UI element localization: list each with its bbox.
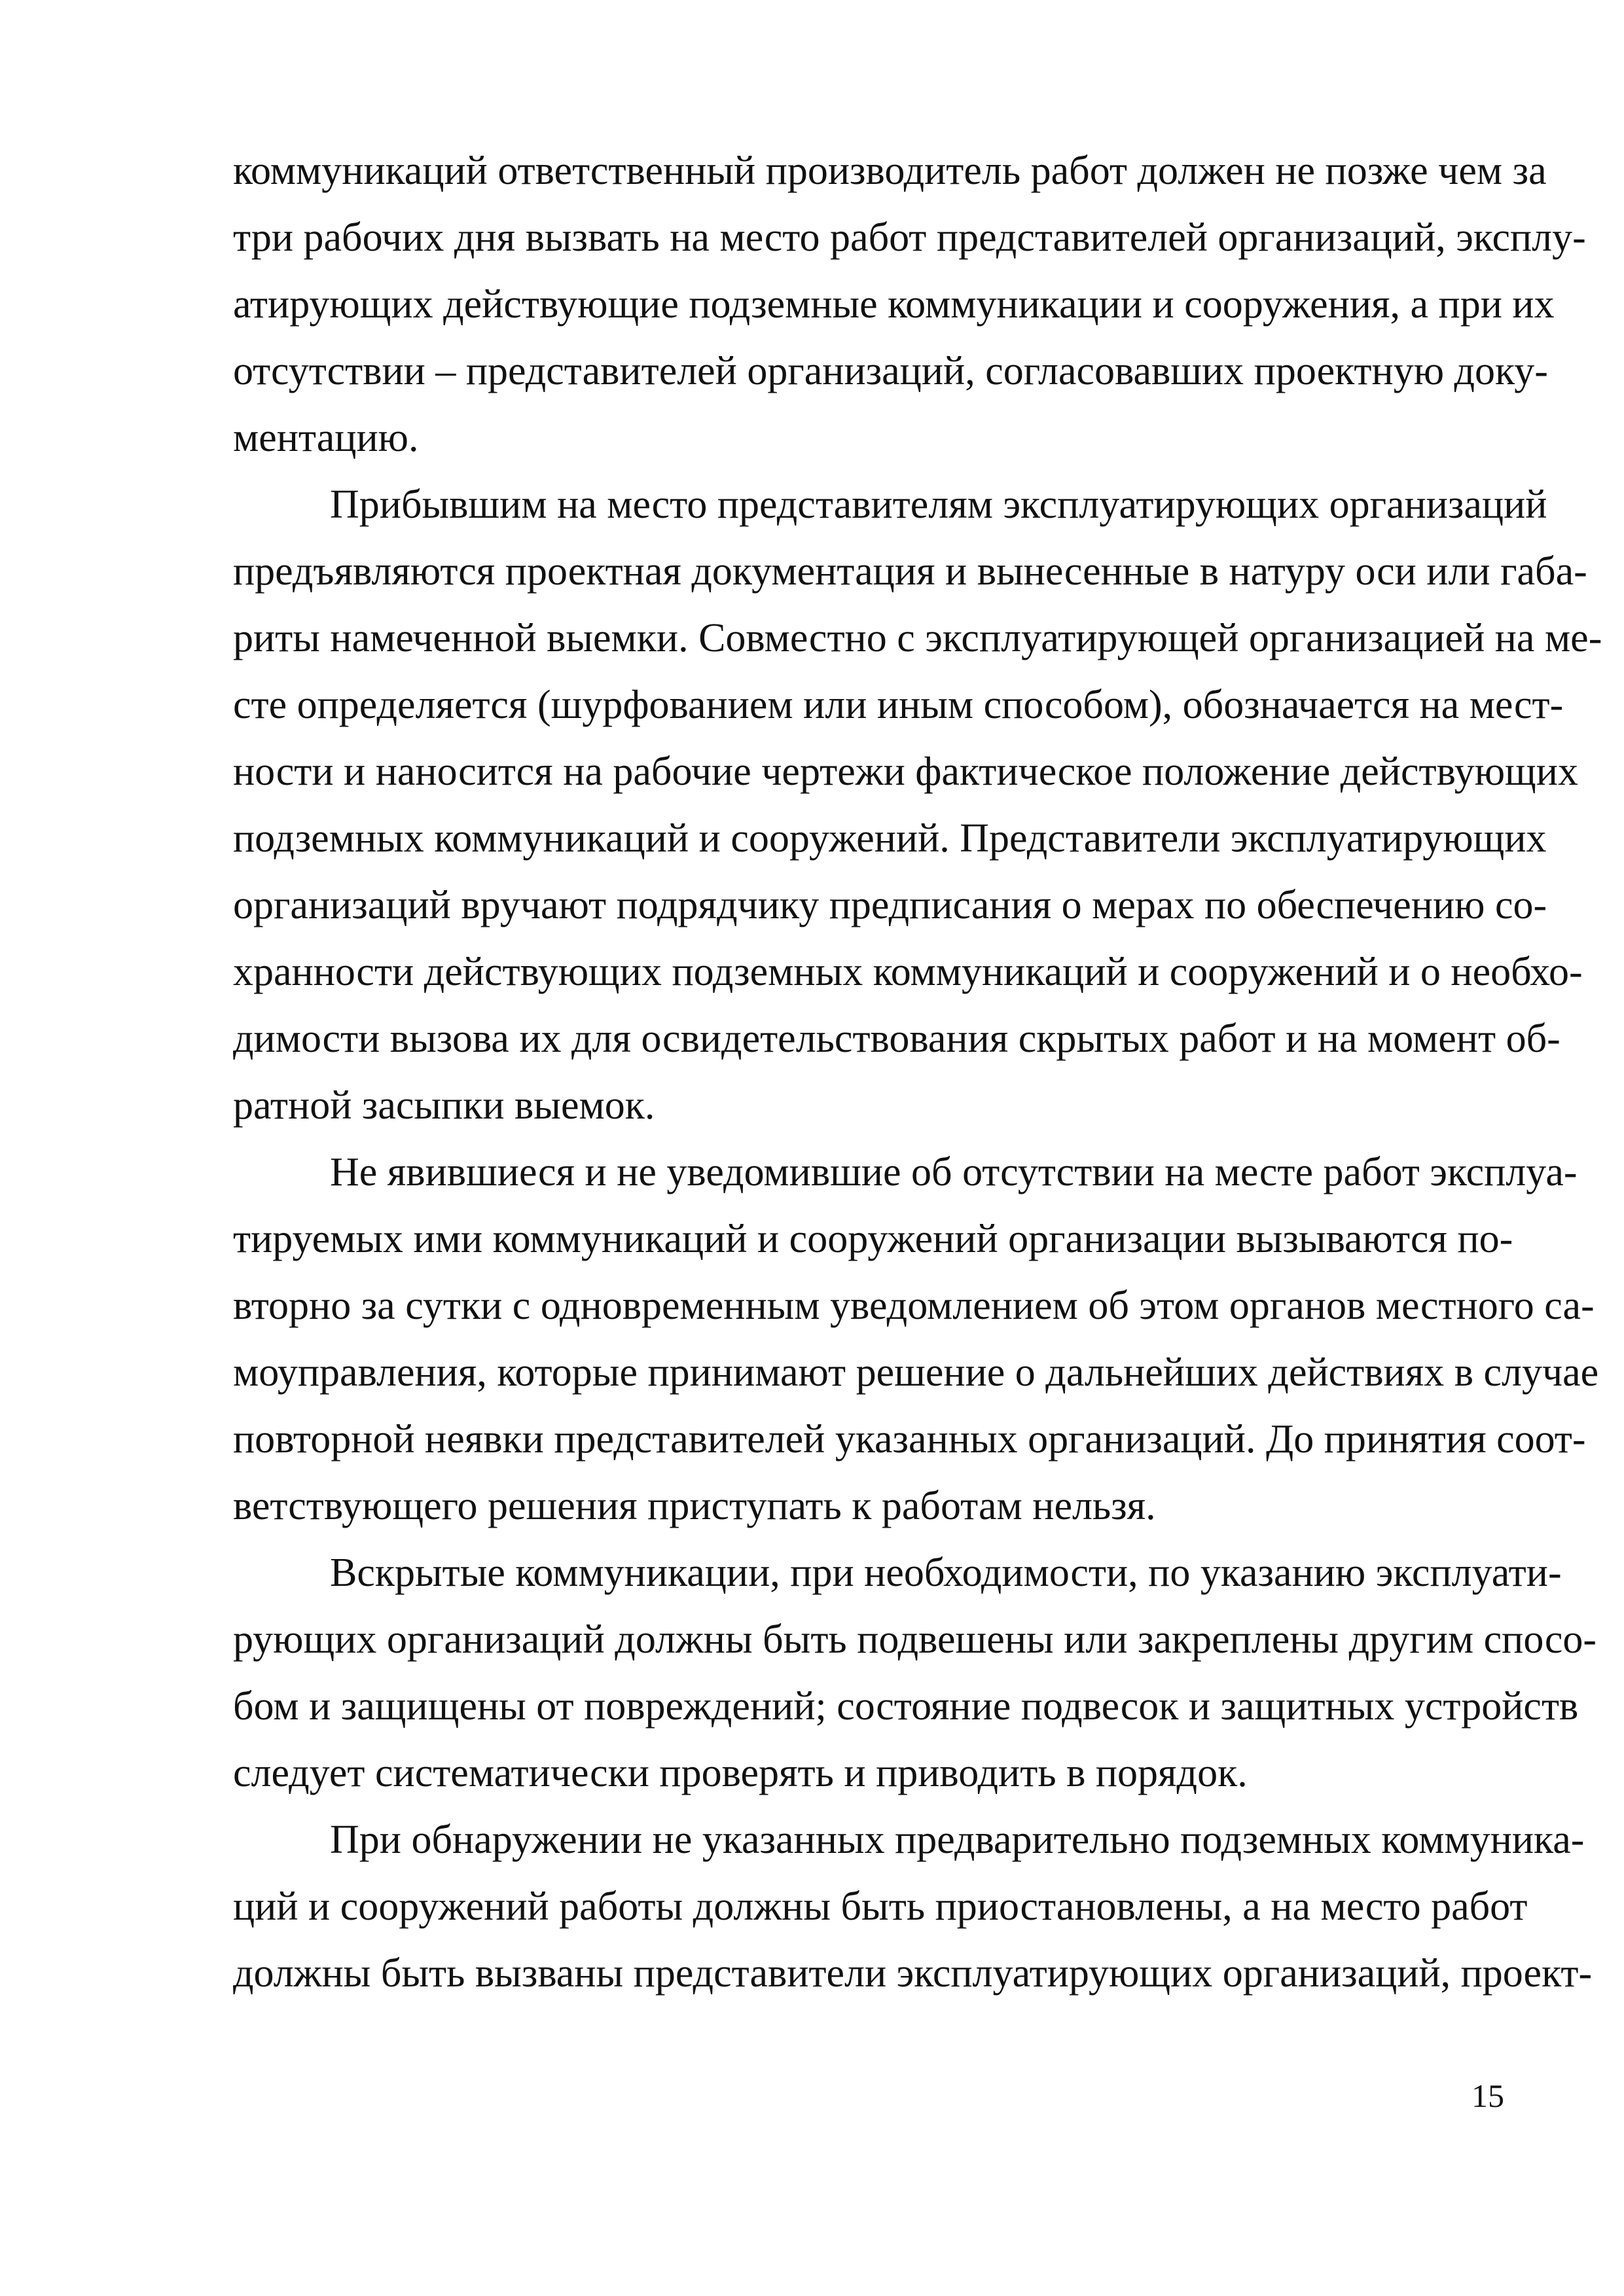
text-line: следует систематически проверять и приводить в порядок. bbox=[233, 1751, 1248, 1795]
text-line: организаций вручают подрядчику предписания о мерах по обеспечению со- bbox=[233, 883, 1547, 927]
text-line: моуправления, которые принимают решение о дальнейших действиях в случае bbox=[233, 1350, 1599, 1395]
text-line: хранности действующих подземных коммуникаций и сооружений и о необхо- bbox=[233, 950, 1583, 994]
text-line: коммуникаций ответственный производитель работ должен не позже чем за bbox=[233, 149, 1547, 193]
text-line: сте определяется (шурфованием или иным способом), обозначается на мест- bbox=[233, 683, 1564, 727]
text-line: ратной засыпки выемок. bbox=[233, 1083, 655, 1128]
body-text bbox=[233, 137, 1602, 2007]
text-line: тируемых ими коммуникаций и сооружений организации вызываются по- bbox=[233, 1217, 1513, 1261]
text-line: димости вызова их для освидетельствования скрытых работ и на момент об- bbox=[233, 1016, 1561, 1061]
text-line: ветствующего решения приступать к работам нельзя. bbox=[233, 1484, 1156, 1528]
text-line: подземных коммуникаций и сооружений. Представители эксплуатирующих bbox=[233, 816, 1547, 861]
paragraph-3 bbox=[233, 1139, 1599, 1539]
text-line: атирующих действующие подземные коммуникации и сооружения, а при их bbox=[233, 282, 1555, 327]
text-line: Не явившиеся и не уведомившие об отсутствии на месте работ эксплуа- bbox=[330, 1150, 1578, 1194]
text-line: повторной неявки представителей указанных организаций. До принятия соот- bbox=[233, 1417, 1586, 1462]
text-line: должны быть вызваны представители эксплуатирующих организаций, проект- bbox=[233, 1951, 1593, 1996]
paragraph-2 bbox=[233, 471, 1602, 1139]
text-line: отсутствии – представителей организаций, согласовавших проектную доку- bbox=[233, 349, 1548, 393]
text-line: Прибывшим на место представителям эксплуатирующих организаций bbox=[330, 482, 1547, 527]
text-line: бом и защищены от повреждений; состояние подвесок и защитных устройств bbox=[233, 1684, 1579, 1729]
text-line: риты намеченной выемки. Совместно с эксплуатирующей организацией на ме- bbox=[233, 616, 1602, 660]
paragraph-4 bbox=[233, 1539, 1597, 1806]
text-line: предъявляются проектная документация и вынесенные в натуру оси или габа- bbox=[233, 549, 1587, 594]
paragraph-5 bbox=[233, 1806, 1593, 2007]
text-line: При обнаружении не указанных предварительно подземных коммуника- bbox=[330, 1818, 1585, 1862]
page-number: 15 bbox=[1471, 2077, 1504, 2114]
paragraph-1 bbox=[233, 137, 1586, 471]
text-line: Вскрытые коммуникации, при необходимости, по указанию эксплуати- bbox=[330, 1551, 1562, 1595]
text-line: ности и наносится на рабочие чертежи фактическое положение действующих bbox=[233, 749, 1578, 794]
text-line: рующих организаций должны быть подвешены или закреплены другим спосо- bbox=[233, 1617, 1597, 1662]
text-line: ментацию. bbox=[233, 416, 419, 460]
text-line: вторно за сутки с одновременным уведомлением об этом органов местного са- bbox=[233, 1283, 1595, 1328]
text-line: ций и сооружений работы должны быть приостановлены, а на место работ bbox=[233, 1884, 1528, 1929]
text-line: три рабочих дня вызвать на место работ представителей организаций, эксплу- bbox=[233, 215, 1586, 260]
